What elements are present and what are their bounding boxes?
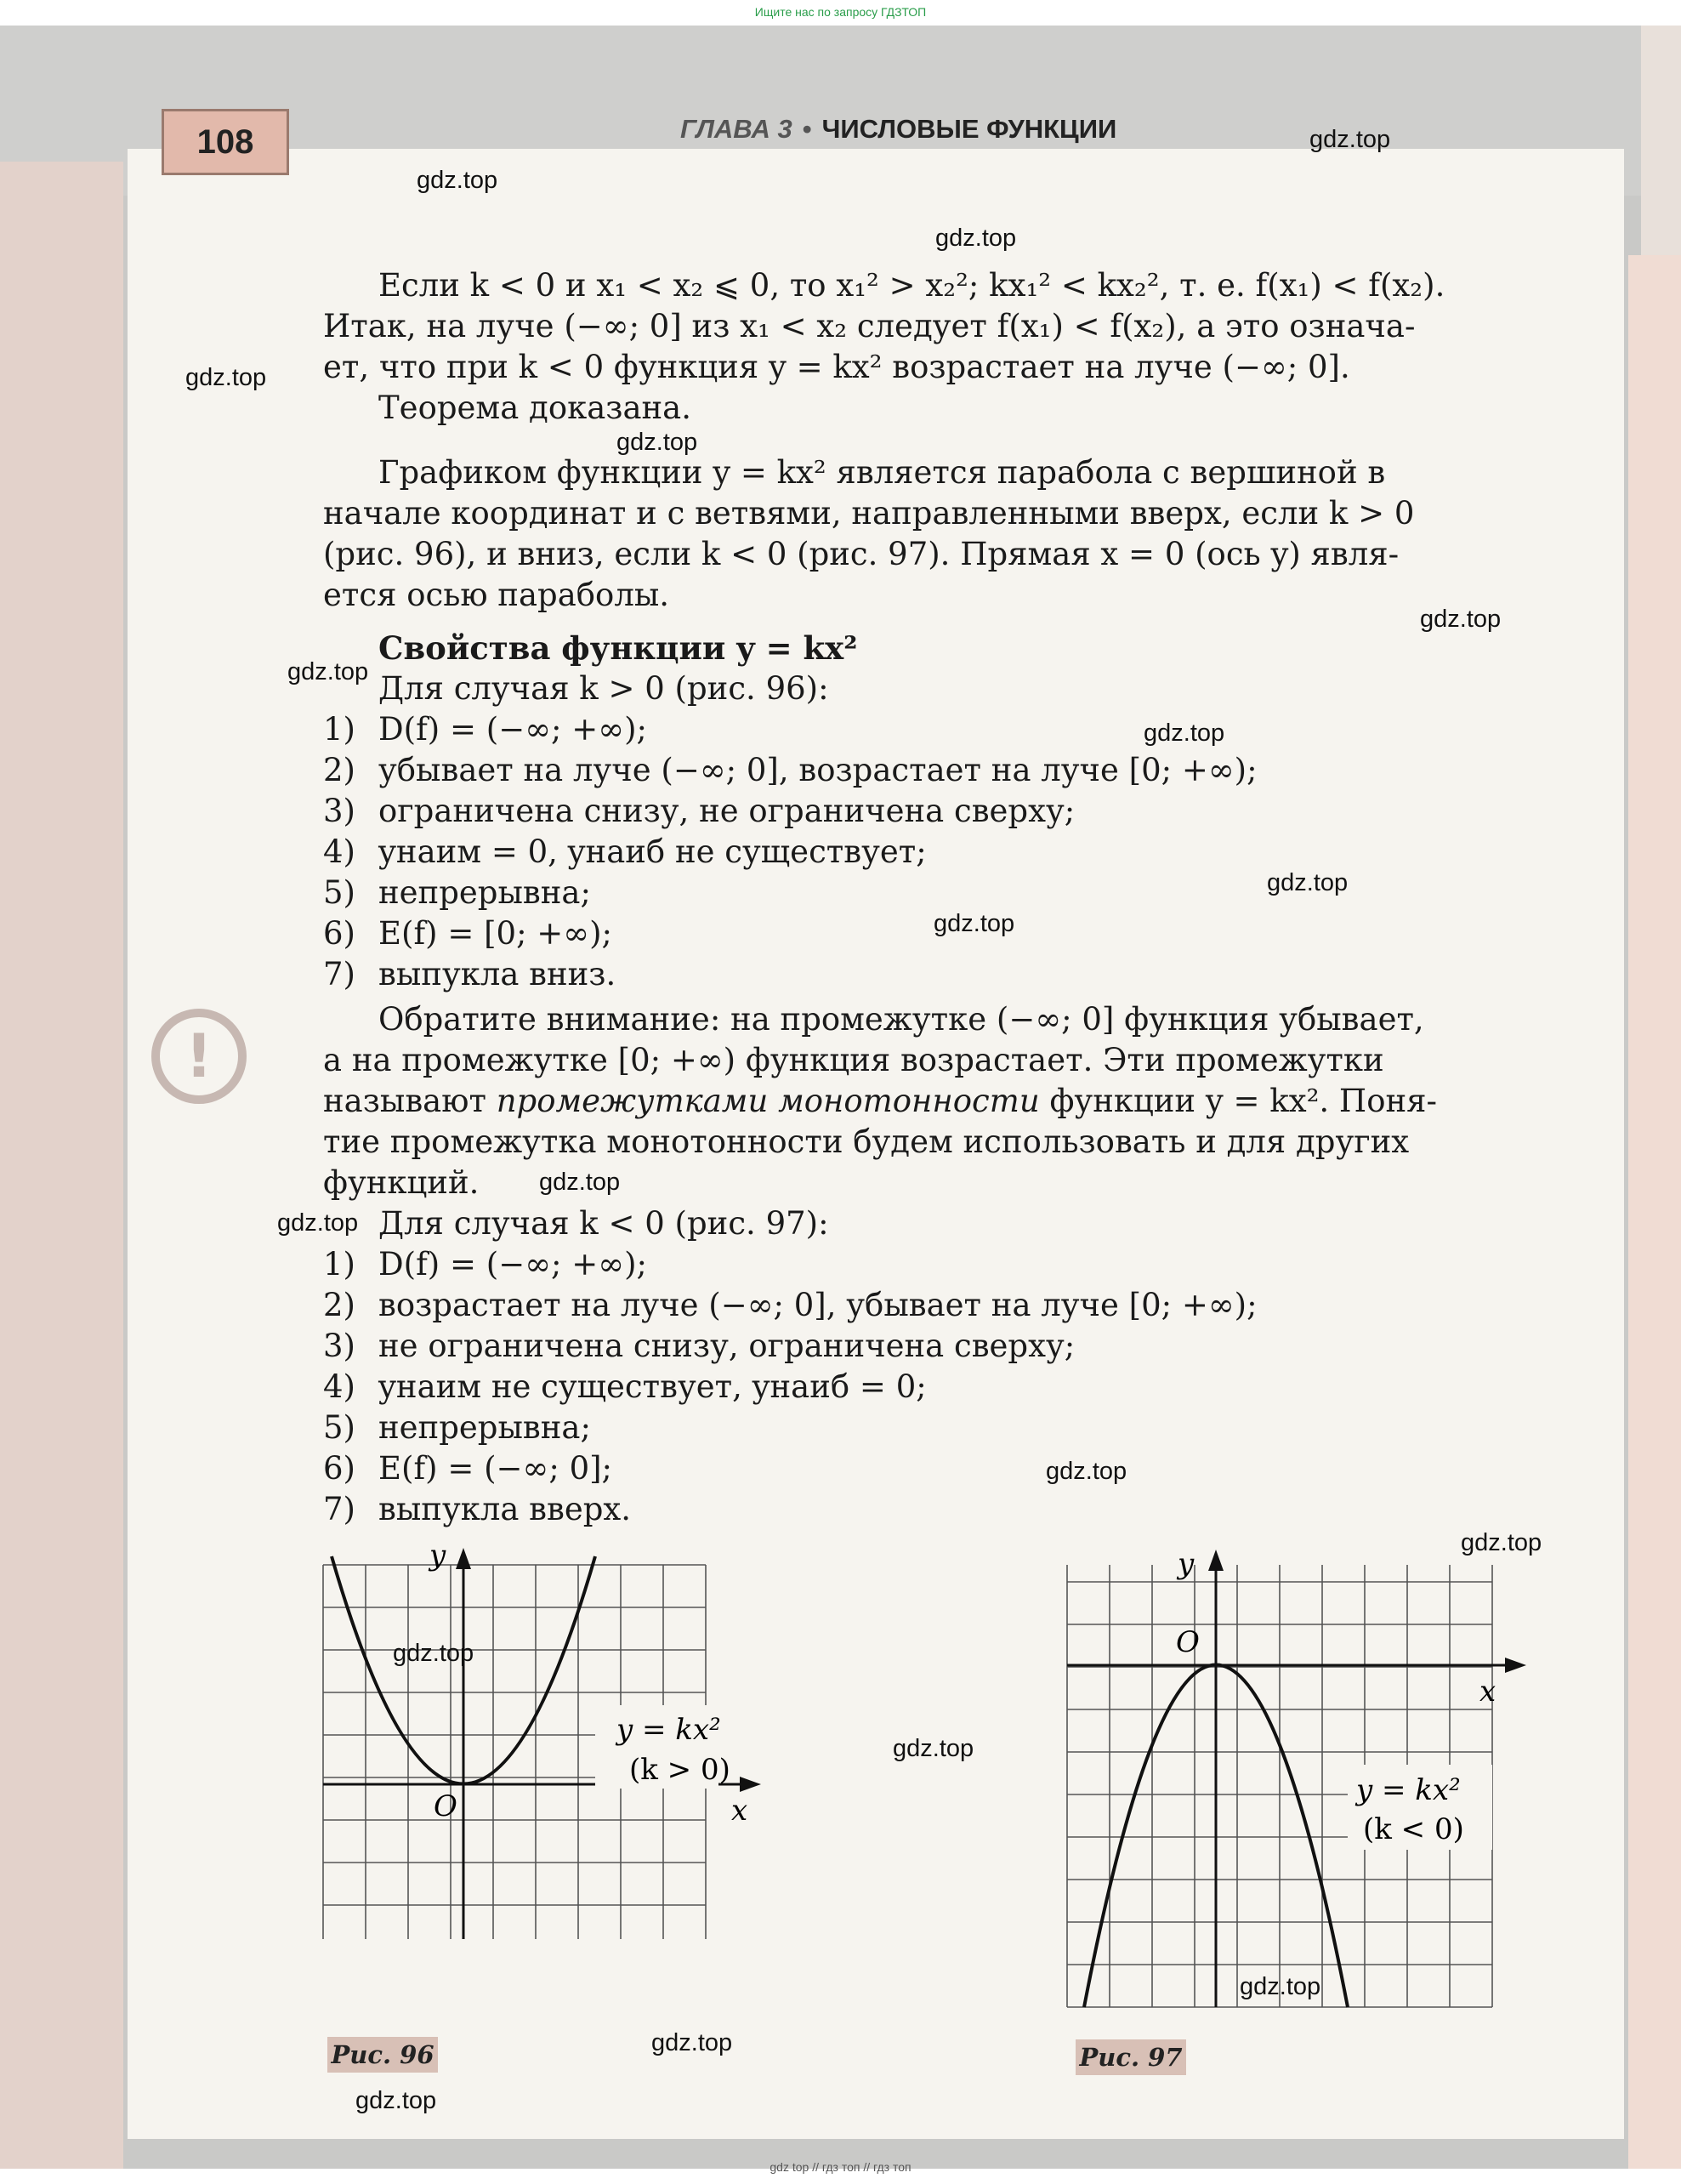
text-fragment: функции y = kx². Поня-: [1039, 1083, 1437, 1119]
property-text: непрерывна;: [378, 1409, 591, 1446]
text-line: ет, что при k < 0 функция y = kx² возрастает на луче (−∞; 0].: [323, 349, 1350, 385]
property-item: [323, 873, 1531, 913]
property-number: 3): [323, 1328, 355, 1364]
gdz-watermark: gdz.top: [1046, 1458, 1127, 1485]
text-fragment: называют: [323, 1083, 497, 1119]
text-line: ется осью параболы.: [323, 577, 670, 613]
property-text: yнаим не существует, yнаиб = 0;: [378, 1368, 927, 1405]
gdz-watermark: gdz.top: [287, 658, 369, 685]
gdz-watermark: gdz.top: [1309, 126, 1391, 153]
gdz-watermark: gdz.top: [393, 1640, 474, 1667]
gdz-watermark: gdz.top: [935, 225, 1017, 252]
property-text: yнаим = 0, yнаиб не существует;: [378, 833, 927, 870]
gdz-watermark: gdz.top: [1240, 1973, 1321, 2000]
property-text: не ограничена снизу, ограничена сверху;: [378, 1328, 1076, 1364]
text-line: начале координат и с ветвями, направленными вверх, если k > 0: [323, 495, 1415, 532]
figure-96: [315, 1548, 774, 1965]
text-line: [323, 1081, 1531, 1122]
origin-label: O: [1176, 1625, 1200, 1659]
property-number: 5): [323, 874, 355, 911]
theorem-proved: Теорема доказана.: [378, 390, 691, 426]
property-text: ограничена снизу, не ограничена сверху;: [378, 793, 1076, 829]
property-item: [323, 1326, 1531, 1367]
gdz-watermark: gdz.top: [277, 1209, 359, 1237]
x-axis-arrow: [740, 1777, 761, 1792]
gdz-watermark: gdz.top: [934, 910, 1015, 937]
property-number: 7): [323, 1491, 355, 1527]
property-text: E(f) = (−∞; 0];: [378, 1450, 613, 1487]
figure-97-caption: Рис. 97: [1076, 2039, 1186, 2075]
property-number: 2): [323, 1287, 355, 1323]
y-axis-label: y: [429, 1548, 446, 1573]
property-item: [323, 913, 1531, 954]
property-item: [323, 1448, 1531, 1489]
formula-label: y = kx²: [1356, 1773, 1461, 1807]
property-number: 2): [323, 752, 355, 788]
bottom-watermark: gdz top // гдз топ // гдз топ: [770, 2160, 911, 2174]
property-item: [323, 1408, 1531, 1448]
property-number: 6): [323, 915, 355, 952]
gdz-watermark: gdz.top: [417, 167, 498, 194]
property-number: 7): [323, 956, 355, 992]
x-axis-label: x: [731, 1794, 748, 1828]
property-number: 5): [323, 1409, 355, 1446]
chapter-header: [680, 114, 1116, 156]
condition-label: (k < 0): [1363, 1812, 1464, 1846]
text-line: Графиком функции y = kx² является парабола с вершиной в: [378, 454, 1386, 491]
y-axis-arrow: [1208, 1550, 1224, 1571]
gdz-watermark: gdz.top: [185, 364, 267, 391]
gdz-watermark: gdz.top: [1420, 606, 1502, 633]
text-line: Итак, на луче (−∞; 0] из x₁ < x₂ следует f(x₁) < f(x₂), а это означа-: [323, 308, 1416, 344]
text-line: тие промежутка монотонности будем использовать и для других: [323, 1123, 1410, 1160]
gdz-watermark: gdz.top: [1144, 719, 1225, 747]
property-text: выпукла вверх.: [378, 1491, 632, 1527]
property-item: [323, 750, 1531, 791]
condition-label: (k > 0): [629, 1753, 730, 1787]
properties-title: Свойства функции y = kx²: [378, 629, 858, 667]
top-watermark: Ищите нас по запросу ГДЗТОП: [754, 5, 927, 19]
right-margin-band: [1628, 255, 1681, 2169]
property-number: 6): [323, 1450, 355, 1487]
figure-97: [1050, 1548, 1526, 2024]
property-text: убывает на луче (−∞; 0], возрастает на луче [0; +∞);: [378, 752, 1258, 788]
property-item: [323, 1489, 1531, 1530]
figure-96-caption: Рис. 96: [327, 2037, 438, 2073]
property-text: D(f) = (−∞; +∞);: [378, 711, 647, 748]
property-number: 1): [323, 1246, 355, 1283]
page-number: 108: [162, 109, 289, 175]
chapter-label: ГЛАВА 3: [680, 114, 792, 144]
property-text: возрастает на луче (−∞; 0], убывает на луче [0; +∞);: [378, 1287, 1258, 1323]
text-line: а на промежутке [0; +∞) функция возрастает. Эти промежутки: [323, 1042, 1384, 1078]
chapter-title: ЧИСЛОВЫЕ ФУНКЦИИ: [821, 114, 1117, 144]
gdz-watermark: gdz.top: [893, 1735, 974, 1762]
property-text: непрерывна;: [378, 874, 591, 911]
property-item: [323, 1244, 1531, 1285]
property-text: D(f) = (−∞; +∞);: [378, 1246, 647, 1283]
case1-title: Для случая k > 0 (рис. 96):: [378, 670, 829, 707]
property-item: [323, 791, 1531, 832]
gdz-watermark: gdz.top: [651, 2029, 733, 2056]
gdz-watermark: gdz.top: [616, 429, 698, 456]
case2-title: Для случая k < 0 (рис. 97):: [378, 1205, 829, 1242]
y-axis-label: y: [1178, 1548, 1195, 1581]
property-number: 4): [323, 833, 355, 870]
attention-icon: !: [151, 1009, 247, 1104]
formula-label: y = kx²: [616, 1713, 721, 1747]
origin-label: O: [434, 1789, 457, 1823]
x-axis-label: x: [1479, 1675, 1496, 1709]
text-line: Обратите внимание: на промежутке (−∞; 0] функция убывает,: [378, 1001, 1424, 1038]
x-axis-arrow: [1505, 1658, 1526, 1673]
property-text: E(f) = [0; +∞);: [378, 915, 613, 952]
property-item: [323, 1285, 1531, 1326]
gdz-watermark: gdz.top: [539, 1169, 621, 1196]
property-item: [323, 709, 1531, 750]
property-item: [323, 1367, 1531, 1408]
monotonicity-term: промежутками монотонности: [496, 1083, 1040, 1119]
property-text: выпукла вниз.: [378, 956, 616, 992]
gdz-watermark: gdz.top: [1267, 869, 1349, 896]
gdz-watermark: gdz.top: [1461, 1529, 1542, 1556]
property-number: 1): [323, 711, 355, 748]
property-item: [323, 832, 1531, 873]
gdz-watermark: gdz.top: [355, 2087, 437, 2114]
property-number: 4): [323, 1368, 355, 1405]
text-line: Если k < 0 и x₁ < x₂ ⩽ 0, то x₁² > x₂²; kx₁² < kx₂², т. е. f(x₁) < f(x₂).: [378, 267, 1445, 304]
text-line: функций.: [323, 1164, 480, 1201]
left-margin-band: [0, 162, 123, 2169]
chapter-separator: •: [802, 114, 812, 144]
y-axis-arrow: [456, 1548, 471, 1569]
property-number: 3): [323, 793, 355, 829]
property-item: [323, 954, 1531, 995]
text-line: (рис. 96), и вниз, если k < 0 (рис. 97). Прямая x = 0 (ось y) явля-: [323, 536, 1400, 572]
